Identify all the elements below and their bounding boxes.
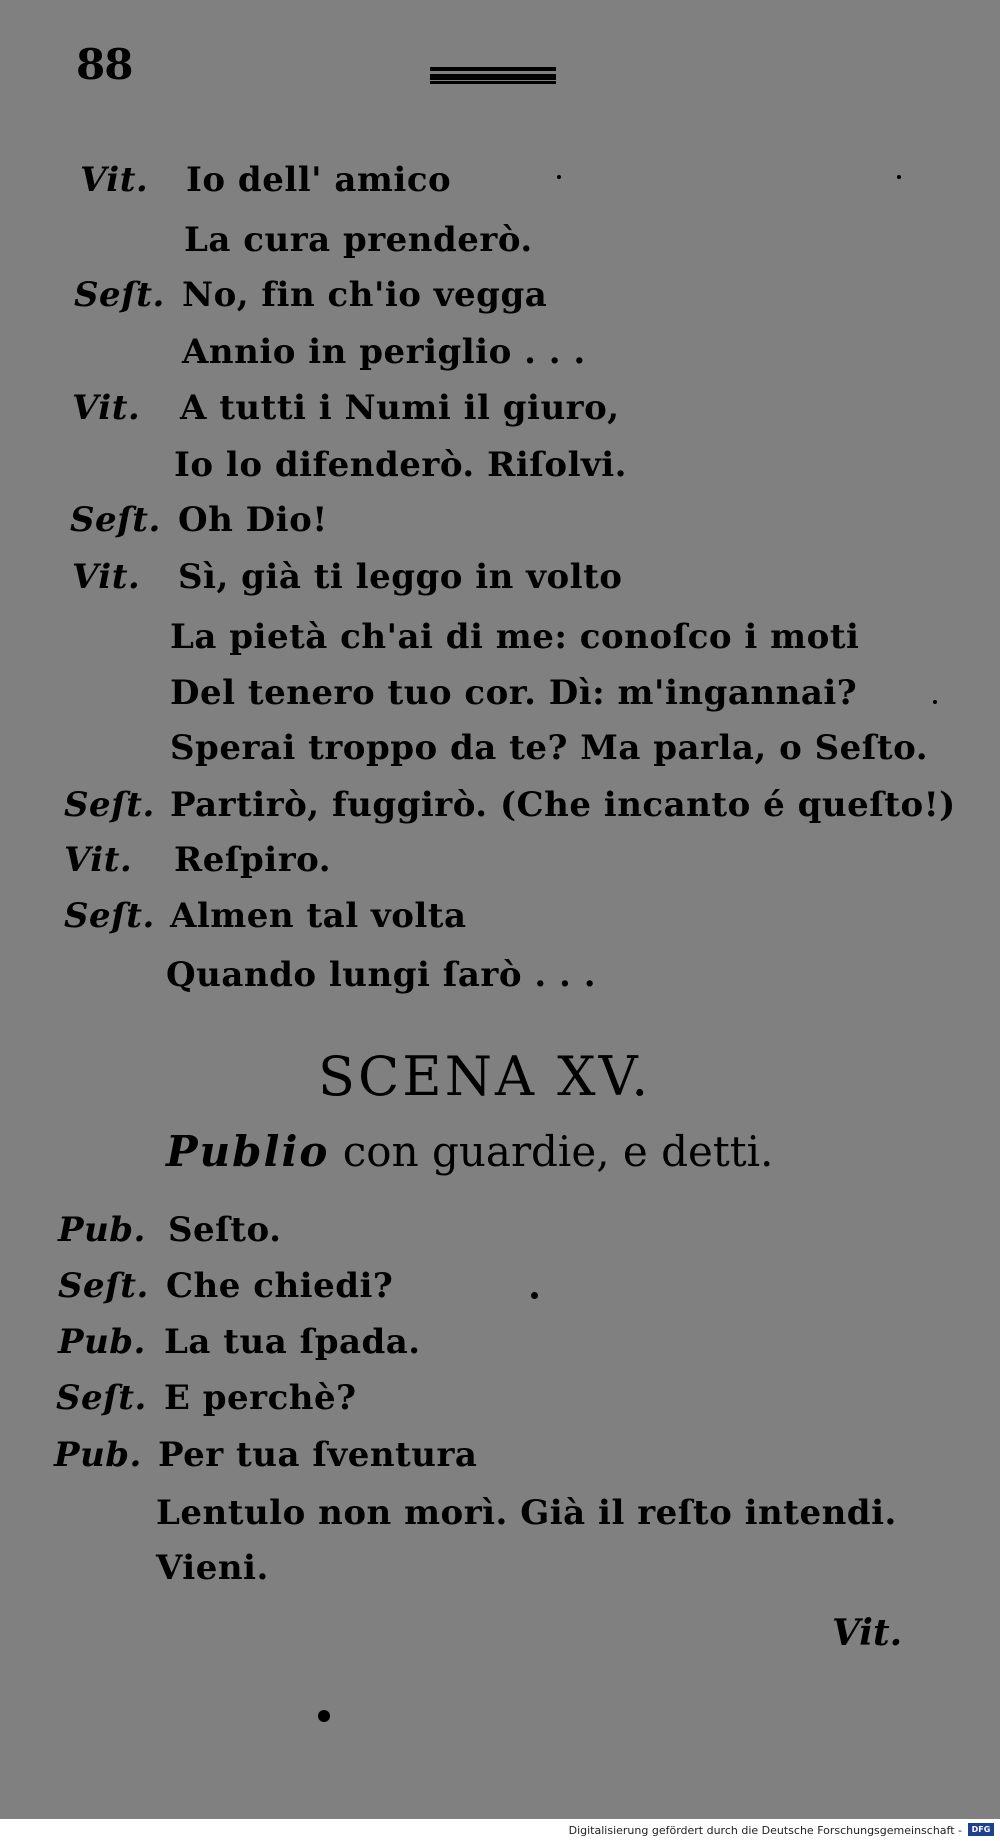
- speaker: Pub.: [58, 1322, 146, 1362]
- verse: Annio in periglio . . .: [182, 332, 586, 372]
- verse: Io dell' amico: [186, 160, 452, 200]
- speaker: Seſt.: [74, 275, 165, 315]
- verse: Lentulo non morì. Già il reſto intendi.: [156, 1493, 897, 1533]
- verse: La pietà ch'ai di me: conoſco i moti: [170, 617, 860, 657]
- header-rule: [430, 67, 556, 85]
- speaker: Vit.: [72, 557, 141, 597]
- verse: Vieni.: [156, 1548, 269, 1588]
- verse: La tua ſpada.: [164, 1322, 421, 1362]
- footer-bar: [0, 1819, 1000, 1841]
- scene-title: SCENA XV.: [318, 1045, 652, 1108]
- ink-speck: [933, 700, 937, 704]
- verse: A tutti i Numi il giuro,: [180, 388, 620, 428]
- speaker: Vit.: [64, 840, 133, 880]
- scene-character: Publio: [166, 1127, 330, 1176]
- speaker: Seſt.: [64, 896, 155, 936]
- speaker: Seſt.: [70, 500, 161, 540]
- ink-speck: [897, 175, 901, 179]
- scene-subtitle-rest: con guardie, e detti.: [329, 1127, 774, 1176]
- ink-speck: [557, 175, 561, 179]
- page-number: 88: [76, 40, 133, 89]
- speaker: Pub.: [54, 1435, 142, 1475]
- catchword: Vit.: [832, 1612, 903, 1654]
- verse: Almen tal volta: [170, 896, 467, 936]
- speaker: Pub.: [58, 1210, 146, 1250]
- verse: Seſto.: [168, 1210, 282, 1250]
- verse: Sì, già ti leggo in volto: [178, 557, 623, 597]
- verse: Che chiedi?: [166, 1266, 394, 1306]
- footer-credit: Digitalisierung gefördert durch die Deutsche Forschungsgemeinschaft -: [568, 1824, 962, 1837]
- verse: Del tenero tuo cor. Dì: m'ingannai?: [170, 673, 858, 713]
- speaker: Vit.: [72, 388, 141, 428]
- speaker: Seſt.: [58, 1266, 149, 1306]
- speaker: Seſt.: [56, 1378, 147, 1418]
- verse: Io lo difenderò. Riſolvi.: [174, 445, 627, 485]
- verse: La cura prenderò.: [184, 220, 533, 260]
- dfg-logo-icon: DFG: [968, 1823, 994, 1836]
- verse: Oh Dio!: [178, 500, 328, 540]
- verse: Per tua ſventura: [158, 1435, 478, 1475]
- ink-speck: [318, 1710, 330, 1722]
- speaker: Vit.: [80, 160, 149, 200]
- ink-speck: [531, 1292, 538, 1299]
- verse: Sperai troppo da te? Ma parla, o Seſto.: [170, 728, 929, 768]
- verse: Partirò, fuggirò. (Che incanto é queſto!): [170, 785, 956, 825]
- verse: Quando lungi ſarò . . .: [166, 955, 597, 995]
- verse: E perchè?: [164, 1378, 357, 1418]
- speaker: Seſt.: [64, 785, 155, 825]
- scene-subtitle: [166, 1127, 773, 1176]
- verse: No, fin ch'io vegga: [182, 275, 548, 315]
- verse: Reſpiro.: [174, 840, 332, 880]
